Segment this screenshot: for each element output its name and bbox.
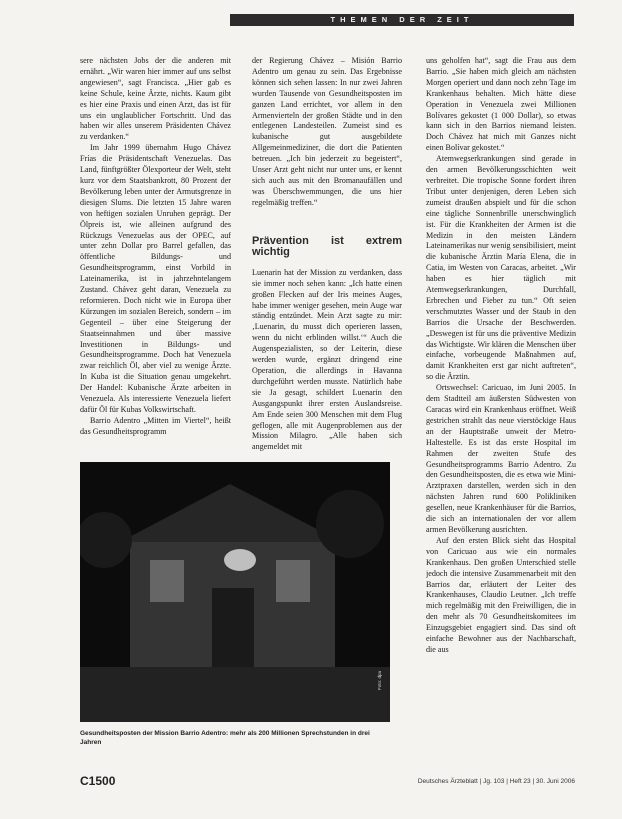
paragraph: uns geholfen hat“, sagt die Frau aus dem Barrio. „Sie haben mich gleich am nächsten Morgen operiert und dann noch zehn Tage im Krankenhaus behalten. Mich hätte diese Operation in Venezuela zwei Millionen Bolívares gekostet (1 000 Dollar), so etwas kann sich in den Barrios niemand leisten. Doch Chávez hat mich mit Ganzes nicht einen Bolívar gekostet.“ [426,56,576,153]
photo-health-post [80,462,390,722]
paragraph: Im Jahr 1999 übernahm Hugo Chávez Frías die Präsidentschaft Venezuelas. Das Land, fünftgrößter Ölexporteur der Welt, steht kurz vor dem Staatsbankrott, 80 Prozent der Bevölkerung leben unter der Armutsgrenze in diesigen Slums. Die letzten 15 Jahre waren von heftigen sozialen Unruhen geprägt. Der Ölpreis ist, wie alleinen aufgrund des Rückzugs Venezuelas aus der OPEC, auf unter zehn Dollar pro Barrel gefallen, das öffentliche Bildungs- und Gesundheitsprogramm, einst Vorbild in Lateinamerika, ist in jahrzehntelangem Zustand. Chávez geht daran, Venezuela zu reformieren. Doch nicht wie in Europa über Kürzungen im sozialen Bereich, sondern – im Gegenteil – über eine Steigerung der Staatseinnahmen und über massive Investitionen in Bildungs- und Gesundheitsprogramme. Doch hat Venezuela zwar reichlich Öl, aber viel zu wenige Ärzte. In Kuba ist die Situation genau umgekehrt. Der Handel: Kubanische Ärzte arbeiten in Venezuela. Als interessierte Venezuela liefert dafür Öl für Kubas Volkswirtschaft. [80,143,231,414]
journal-reference: Deutsches Ärzteblatt | Jg. 103 | Heft 23 | 30. Juni 2006 [417,778,575,785]
subheading: Prävention ist extrem wichtig [252,235,402,258]
paragraph: Ortswechsel: Caricuao, im Juni 2005. In dem Stadtteil am äußersten Südwesten von Caracas wird ein Krankenhaus eröffnet. Weiß gestrichen strahlt das neue vierstöckige Haus an der Hauptstraße unweit der Metro-Haltestelle. Es ist das erste Hospital im Rahmen der zweiten Stufe des Gesundheitsprogramms Barrio Adentro. Zu den Gesundheitsposten, die es etwa wie Mini-Arztpraxen darstellen, werden sich in den nächsten Jahren rund 600 Polikliniken gesellen, neue Krankenhäuser für die Barrios, die sich an internationalen der vor allem armen Bevölkerung ausrichten. [426,383,576,534]
photo-caption: Gesundheitsposten der Mission Barrio Adentro: mehr als 200 Millionen Sprechstunden in drei Jahren [80,730,370,746]
paragraph: Barrio Adentro „Mitten im Viertel“, heißt das Gesundheitsprogramm [80,415,231,436]
article-column-3 [426,56,576,798]
paragraph: sere nächsten Jobs der die anderen mit ernährt. „Wir waren hier immer auf uns selbst angewiesen“, sagt Francisca. „Hier gab es keine Schule, keine Ärzte, nichts. Kaum gibt es hier eine Praxis und einen Arzt, das ist für uns ein unglaublicher Fortschritt. Und das haben wir alles unserem Präsidenten Chávez zu verdanken.“ [80,56,231,142]
section-header-bar [230,14,574,26]
photo-credit: Foto: dpa [377,670,382,690]
page-number: C1500 [80,774,116,788]
article-photo [80,462,390,722]
paragraph: der Regierung Chávez – Misión Barrio Adentro um genau zu sein. Das Ergebnisse können sich sehen lassen: In nur zwei Jahren wurden Tausende von Gesundheitsposten im ganzen Land errichtet, vor allem in den Armenvierteln der großen Städte und in den entlegenen Landesteilen. Zumeist sind es kubanische gut ausgebildete Allgemeinmediziner, die dort die Patienten betreuen. „Ich bin jederzeit zu begeistert“, Unser Arzt geht nicht nur unter uns, er kennt sich auch aus mit den Bromanaufällen und was Überschwemmungen, die uns hier regelmäßig treffen.“ [252,56,402,207]
section-title: THEMEN DER ZEIT [330,15,474,24]
paragraph: Auf den ersten Blick sieht das Hospital von Caricuao aus wie ein normales Krankenhaus. Den großen Unterschied stelle jedoch die intensive Zusammenarbeit mit den Barrios dar, erläutert der Leiter des Krankenhauses, Claudio Leutner. „Ich treffe mich regelmäßig mit den Freiwilligen, die in den mehr als 70 Gesundheitskomitees im Einzugsgebiet engagiert sind. Das sind oft einfache Bewohner aus der Nachbarschaft, die aus [426,535,576,654]
article-column-1 [80,56,231,458]
paragraph: Luenarin hat der Mission zu verdanken, dass sie immer noch sehen kann: „Ich hatte einen großen Flecken auf der Iris meines Auges, habe immer weniger gesehen, mein Auge war ständig entzündet. Mein Arzt sagte zu mir: ‚Luenarin, du musst dich operieren lassen, wenn du nicht erblinden willst.‘“ Auch die Augenspezialisten, so der Leiterin, diese werden wurde, ergänzt dringend eine Operation, die allerdings in Havanna durchgeführt werden musste. Natürlich habe sie Ja gesagt, schildert Luenarin den Ausgangspunkt ihrer ersten Auslandsreise. Am Ende seien 300 Menschen mit dem Flug geflogen, alle mit Augenproblemen aus der Mission Milagro. „Alle haben sich angemeldet mit [252,267,402,452]
paragraph: Atemwegserkrankungen sind gerade in den armen Bevölkerungsschichten weit verbreitet. Die tropische Sonne fordert ihren Tribut unter denjenigen, deren Leben sich zumeist draußen abspielt und für die schon eine tägliche Sonnenbrille unerschwinglich ist. Für die Krankheiten der Armen ist die Medizin in den meisten Ländern Lateinamerikas nur wenig sensibilisiert, meint die kubanische Ärztin María Elena, die in Catia, im Westen von Caracas, arbeitet. „Wir haben es hier täglich mit Atemwegserkrankungen, Durchfall, Erbrechen und Fieber zu tun.“ Oft seien verschmutztes Wasser und der Staub in den Barrios die Ursache der Beschwerden. „Deswegen ist für uns die präventive Medizin das Wichtigste. Wir klären die Menschen über einfache, vorbeugende Maßnahmen auf, damit Krankheiten erst gar nicht auftreten“, so die Ärztin. [426,154,576,382]
column-2-upper-text [252,56,402,224]
